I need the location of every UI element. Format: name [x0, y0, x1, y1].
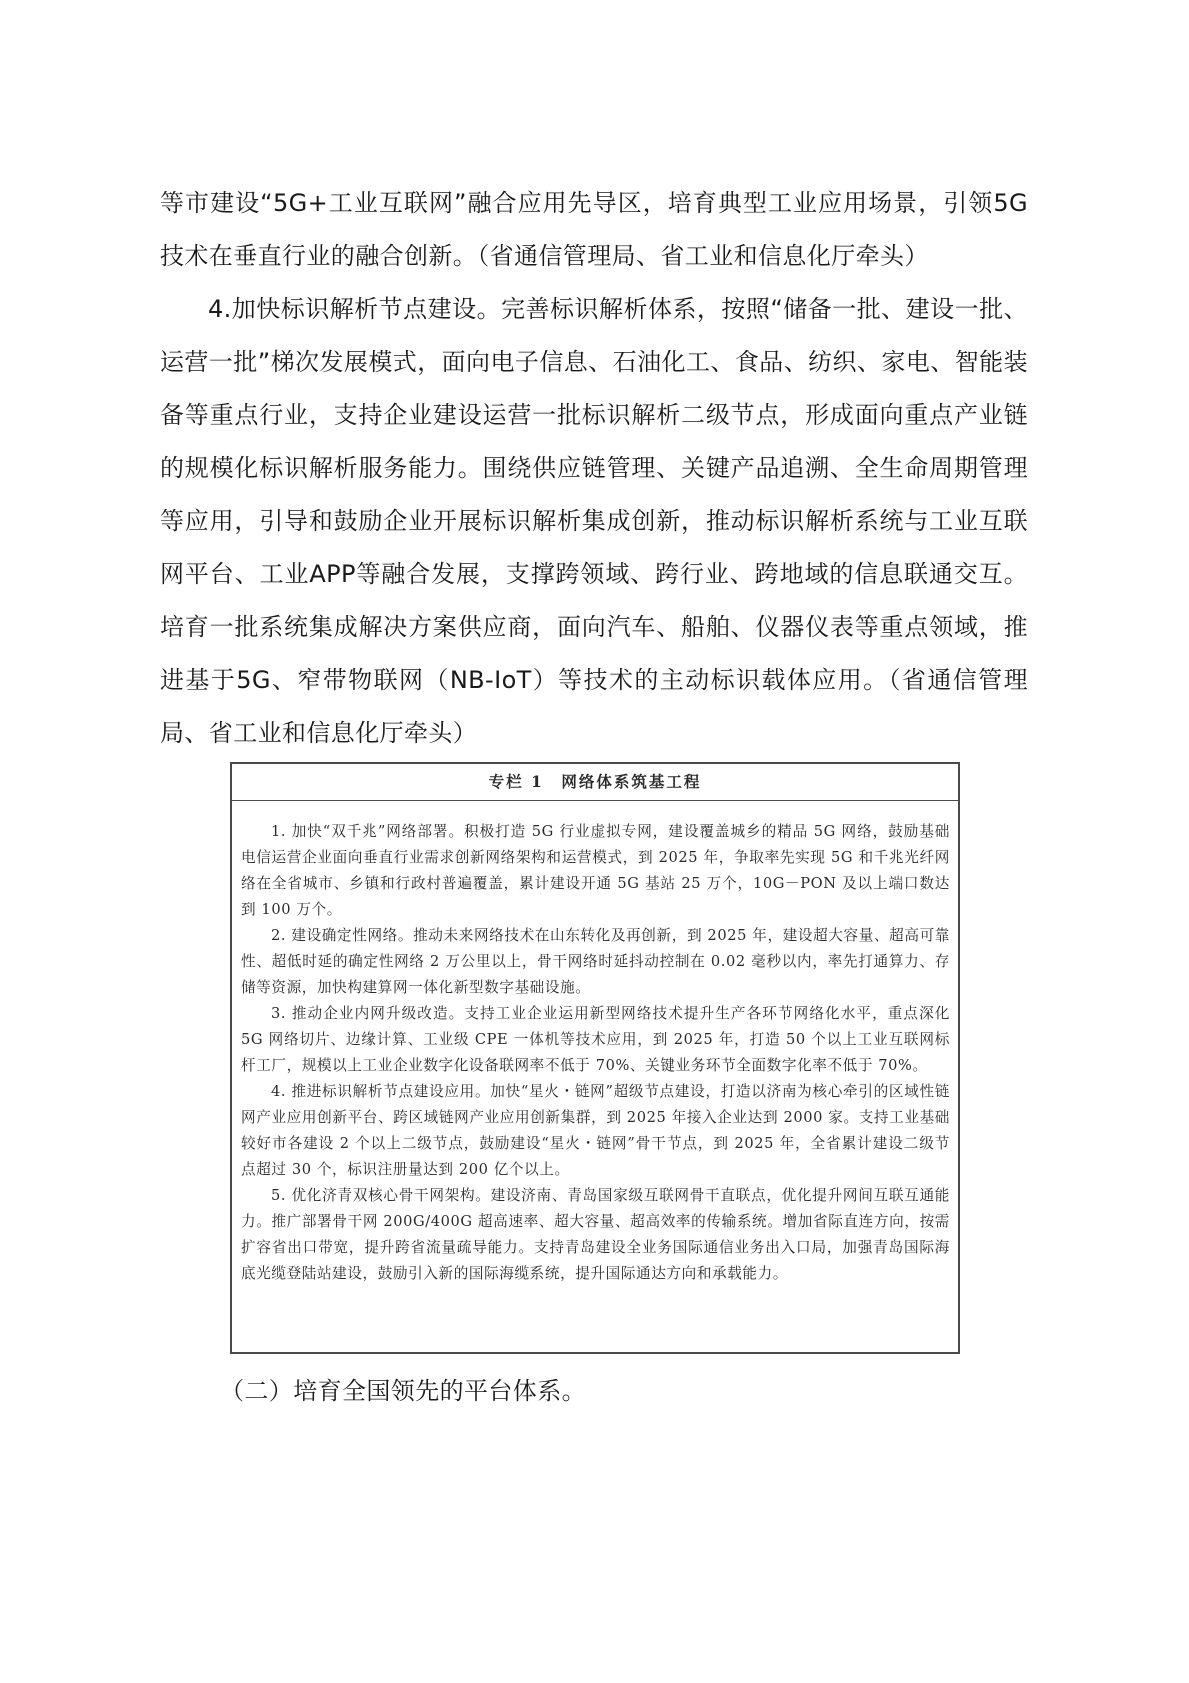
section-heading: （二）培育全国领先的平台体系。	[220, 1377, 586, 1405]
box-item-3: 3. 推动企业内网升级改造。支持工业企业运用新型网络技术提升生产各环节网络化水平，重点深化 5G 网络切片、边缘计算、工业级 CPE 一体机等技术应用，到 2025 年，打造 50 个以上工业互联网标杆工厂，规模以上工业企业数字化设备联网率不低于 70%、关键业务环节全面数字化率不低于 70%。	[241, 1005, 950, 1074]
box-item-5: 5. 优化济青双核心骨干网架构。建设济南、青岛国家级互联网骨干直联点，优化提升网间互联互通能力。推广部署骨干网 200G/400G 超高速率、超大容量、超高效率的传输系统。增加省际直连方向，按需扩容省出口带宽，提升跨省流量疏导能力。支持青岛建设全业务国际通信业务出入口局，加强青岛国际海底光缆登陆站建设，鼓励引入新的国际海缆系统，提升国际通达方向和承载能力。	[241, 1187, 950, 1282]
box-item-4: 4. 推进标识解析节点建设应用。加快“星火・链网”超级节点建设，打造以济南为核心牵引的区域性链网产业应用创新平台、跨区域链网产业应用创新集群，到 2025 年接入企业达到 2000 家。支持工业基础较好市各建设 2 个以上二级节点，鼓励建设“星火・链网”骨干节点，到 2025 年，全省累计建设二级节点超过 30 个，标识注册量达到 200 亿个以上。	[241, 1083, 950, 1178]
box-item-2: 2. 建设确定性网络。推动未来网络技术在山东转化及再创新，到 2025 年，建设超大容量、超高可靠性、超低时延的确定性网络 2 万公里以上，骨干网络时延抖动控制在 0.02 毫秒以内，率先打通算力、存储等资源，加快构建算网一体化新型数字基础设施。	[241, 927, 950, 996]
paragraph-item-4: 4.加快标识解析节点建设。完善标识解析体系，按照“储备一批、建设一批、运营一批”梯次发展模式，面向电子信息、石油化工、食品、纺织、家电、智能装备等重点行业，支持企业建设运营一批标识解析二级节点，形成面向重点产业链的规模化标识解析服务能力。围绕供应链管理、关键产品追溯、全生命周期管理等应用，引导和鼓励企业开展标识解析集成创新，推动标识解析系统与工业互联网平台、工业APP等融合发展，支撑跨领域、跨行业、跨地域的信息联通交互。培育一批系统集成解决方案供应商，面向汽车、船舶、仪器仪表等重点领域，推进基于5G、窄带物联网（NB-IoT）等技术的主动标识载体应用。（省通信管理局、省工业和信息化厅牵头）	[160, 295, 1028, 747]
box-title: 专栏 1 网络体系筑基工程	[232, 764, 958, 801]
box-item-1: 1. 加快“双千兆”网络部署。积极打造 5G 行业虚拟专网，建设覆盖城乡的精品 5G 网络，鼓励基础电信运营企业面向垂直行业需求创新网络架构和运营模式，到 2025 年，争取率先实现 5G 和千兆光纤网络在全省城市、乡镇和行政村普遍覆盖，累计建设开通 5G 基站 25 万个，10G－PON 及以上端口数达到 100 万个。	[241, 823, 950, 918]
body-text	[160, 177, 1028, 760]
box-body	[232, 801, 958, 1287]
column-box-network-infrastructure	[230, 762, 960, 1354]
paragraph-continued: 等市建设“5G+工业互联网”融合应用先导区，培育典型工业应用场景，引领5G技术在垂直行业的融合创新。（省通信管理局、省工业和信息化厅牵头）	[160, 189, 1028, 270]
